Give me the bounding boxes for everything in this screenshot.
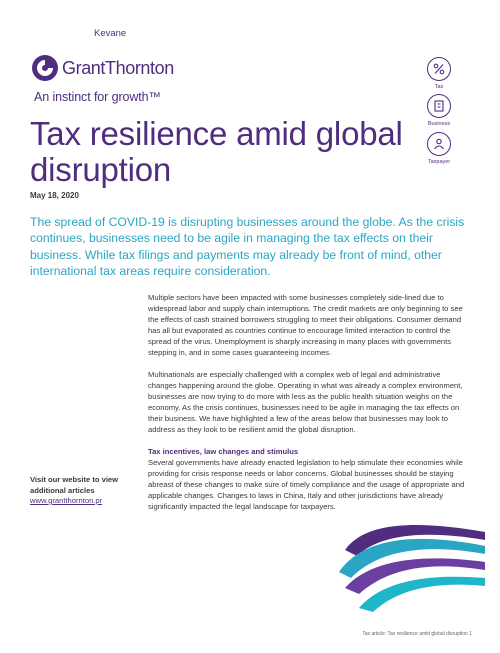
visit-text: Visit our website to view additional articles — [30, 475, 119, 495]
lead-paragraph: The spread of COVID-19 is disrupting businesses around the globe. As the crisis continues, businesses need to be agile in managing the tax effects on their business. While tax filings and payments may already be front of mind, other international tax areas require consideration. — [30, 215, 465, 278]
page-title: Tax resilience amid global disruption — [30, 115, 403, 188]
topic-business — [423, 94, 455, 127]
logo-wordmark: GrantThornton — [62, 58, 174, 78]
topic-business-label: Business — [427, 121, 451, 127]
building-icon — [432, 99, 446, 113]
decorative-swoosh-graphic — [335, 512, 485, 612]
body-paragraph-1: Multiple sectors have been impacted with some businesses completely side-lined due to widespread labor and supply chain interruptions. The credit markets are only beginning to see the effects of cash strained borrowers struggling to meet their obligations. Consumer demand has all but evaporated as countries continue to encourage limited interaction to control the spread of the virus. Unemployment is sharply increasing in many places with governments stepping in, and in some cases guaranteeing incomes. — [148, 293, 463, 357]
topic-tax — [423, 57, 455, 90]
logo-tagline: An instinct for growth™ — [34, 90, 161, 104]
logo-kevane-text: Kevane — [94, 28, 127, 39]
section-heading: Tax incentives, law changes and stimulus — [148, 447, 299, 456]
topic-taxpayer — [423, 132, 455, 165]
page-footer: Tax article: Tax resilience amid global disruption 1 — [362, 631, 472, 637]
taxpayer-icon — [432, 137, 446, 151]
grant-thornton-logo — [30, 24, 200, 114]
grant-thornton-mark-icon — [32, 55, 58, 81]
publish-date: May 18, 2020 — [30, 191, 79, 200]
body-paragraph-2: Multinationals are especially challenged with a complex web of legal and administrative changes happening around the globe. Operating in what was already a complex environment, businesses are now trying to do more with less as the public health situation weighs on the economy. As the crisis continues, businesses need to be agile in managing the tax effects on their business. We have highlighted a few of the areas below that businesses may look to address as they look to be resilient amid the global disruption. — [148, 370, 463, 434]
topic-taxpayer-label: Taxpayer — [427, 159, 451, 165]
topic-tax-label: Tax — [434, 84, 444, 90]
article-body — [148, 292, 470, 523]
percent-icon — [432, 62, 446, 76]
website-link[interactable]: www.grantthornton.pr — [30, 496, 103, 505]
body-paragraph-3: Several governments have already enacted legislation to help stimulate their economies while providing for crisis response needs or labor concerns. Global businesses should be staying abreast of these changes to make sure of timely compliance and the usage of appropriate and applicable changes. Changes to laws in China, Italy and other jurisdictions have already significantly impacted the legal landscape for taxpayers. — [148, 458, 465, 511]
visit-website-callout — [30, 475, 140, 507]
